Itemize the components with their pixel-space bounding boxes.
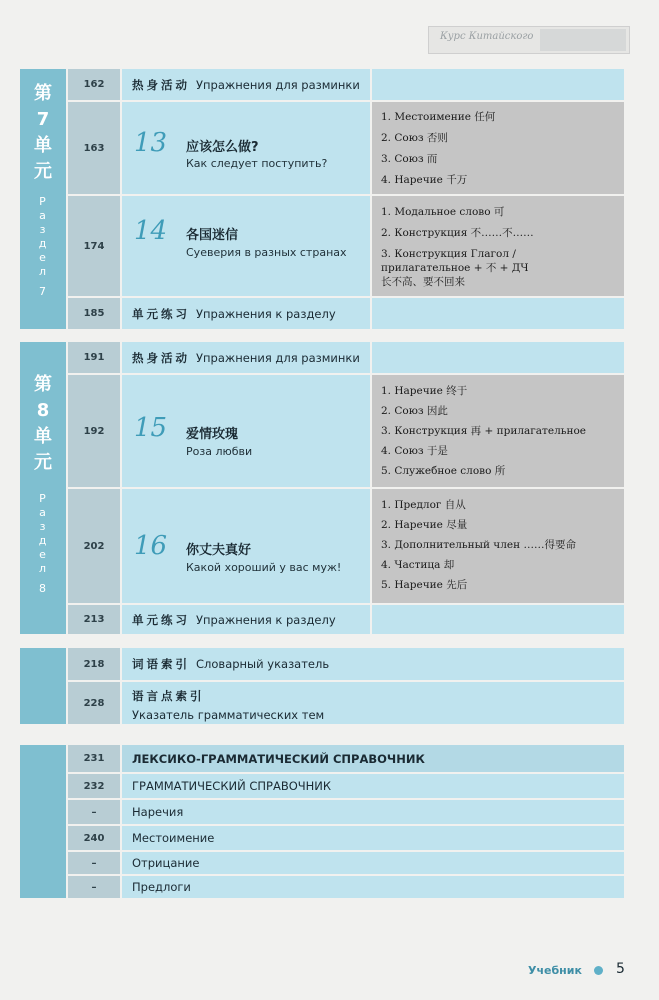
unit8-warmup-page: 191 (68, 342, 120, 373)
grammar-item: 2. Союз 否则 (381, 132, 448, 144)
grammar-item: 3. Дополнительный член ……得要命 (381, 539, 576, 551)
lesson14-page: 174 (68, 196, 120, 296)
grammar-item: 1. Местоимение 任何 (381, 111, 496, 123)
lesson16-number: 16 (134, 531, 168, 561)
unit7-warmup-grammar (372, 69, 624, 100)
unit8-ru-label: Р а з д е л 8 (38, 492, 48, 595)
reference-prepositions[interactable]: Предлоги (122, 876, 624, 898)
grammar-item: 3. Конструкция Глагол / (381, 248, 516, 260)
lesson14-title-cell[interactable] (122, 196, 370, 296)
unit7-cn-label: 第 7 单 元 (34, 83, 52, 182)
reference-lexico-grammar[interactable]: ЛЕКСИКО-ГРАММАТИЧЕСКИЙ СПРАВОЧНИК (122, 745, 624, 772)
unit8-exercises-title[interactable]: 单元练习 Упражнения к разделу (122, 605, 370, 634)
lesson13-title-cell[interactable] (122, 102, 370, 194)
reference-page: 240 (68, 826, 120, 850)
footer-label: Учебник (528, 964, 582, 977)
lesson15-number: 15 (134, 413, 168, 443)
unit8-warmup-title[interactable]: 热身活动 Упражнения для разминки (122, 342, 370, 373)
lesson14-ru-title: Суеверия в разных странах (186, 246, 347, 259)
lesson16-cn-title: 你丈夫真好 (186, 543, 252, 558)
unit8-cn-label: 第 8 单 元 (34, 374, 52, 473)
grammar-item: прилагательное + 不 + ДЧ (381, 262, 529, 274)
reference-page: – (68, 876, 120, 898)
grammar-item: 4. Наречие 千万 (381, 174, 468, 186)
grammar-item: 3. Союз 而 (381, 153, 438, 165)
reference-adverbs[interactable]: Наречия (122, 800, 624, 824)
grammar-item: 5. Наречие 先后 (381, 579, 468, 591)
lesson13-ru-title: Как следует поступить? (186, 157, 328, 170)
lesson13-cn-title: 应该怎么做? (186, 140, 259, 155)
lesson14-grammar-list (372, 196, 624, 296)
unit8-exercises-grammar (372, 605, 624, 634)
grammar-item: 2. Конструкция 不……不…… (381, 227, 534, 239)
unit8-sidebar (20, 342, 66, 634)
grammar-item: 4. Союз 于是 (381, 445, 448, 457)
lesson16-page: 202 (68, 489, 120, 603)
index-grammar[interactable]: 语言点索引 Указатель грамматических тем (122, 682, 624, 724)
reference-grammar[interactable]: ГРАММАТИЧЕСКИЙ СПРАВОЧНИК (122, 774, 624, 798)
grammar-item: 1. Наречие 终于 (381, 385, 468, 397)
lesson13-number: 13 (134, 128, 168, 158)
reference-pronoun[interactable]: Местоимение (122, 826, 624, 850)
reference-page: – (68, 800, 120, 824)
unit7-ru-label: Р а з д е л 7 (38, 195, 48, 298)
reference-sidebar (20, 745, 66, 898)
unit8-warmup-grammar (372, 342, 624, 373)
unit7-exercises-page: 185 (68, 298, 120, 329)
grammar-item: 1. Модальное слово 可 (381, 206, 505, 218)
lesson14-number: 14 (134, 216, 168, 246)
running-header-tag (540, 29, 626, 51)
index-sidebar (20, 648, 66, 724)
grammar-item: 3. Конструкция 再 + прилагательное (381, 425, 586, 437)
grammar-item: 2. Союз 因此 (381, 405, 448, 417)
unit7-exercises-grammar (372, 298, 624, 329)
lesson15-cn-title: 爱情玫瑰 (186, 427, 239, 442)
lesson15-page: 192 (68, 375, 120, 487)
running-header-text: Курс Китайского (440, 31, 534, 42)
lesson16-ru-title: Какой хороший у вас муж! (186, 561, 342, 574)
unit7-sidebar (20, 69, 66, 329)
index-page: 228 (68, 682, 120, 724)
lesson14-cn-title: 各国迷信 (186, 228, 239, 243)
lesson13-grammar-list (372, 102, 624, 194)
lesson16-grammar-list (372, 489, 624, 603)
grammar-item: 4. Частица 却 (381, 559, 455, 571)
lesson16-title-cell[interactable] (122, 489, 370, 603)
reference-page: 232 (68, 774, 120, 798)
lesson15-ru-title: Роза любви (186, 445, 253, 458)
reference-negation[interactable]: Отрицание (122, 852, 624, 874)
unit7-warmup-title[interactable]: 热身活动 Упражнения для разминки (122, 69, 370, 100)
index-vocabulary[interactable]: 词语索引 Словарный указатель (122, 648, 624, 680)
lesson15-title-cell[interactable] (122, 375, 370, 487)
reference-page: – (68, 852, 120, 874)
grammar-item: 2. Наречие 尽量 (381, 519, 468, 531)
unit8-exercises-page: 213 (68, 605, 120, 634)
grammar-item: 5. Служебное слово 所 (381, 465, 506, 477)
lesson13-page: 163 (68, 102, 120, 194)
unit7-exercises-title[interactable]: 单元练习 Упражнения к разделу (122, 298, 370, 329)
reference-page: 231 (68, 745, 120, 772)
grammar-item: 1. Предлог 自从 (381, 499, 466, 511)
unit7-warmup-page: 162 (68, 69, 120, 100)
grammar-item: 长不高、要不回来 (381, 276, 465, 288)
page-number: 5 (616, 961, 625, 977)
index-page: 218 (68, 648, 120, 680)
footer-dot-icon (594, 966, 603, 975)
lesson15-grammar-list (372, 375, 624, 487)
